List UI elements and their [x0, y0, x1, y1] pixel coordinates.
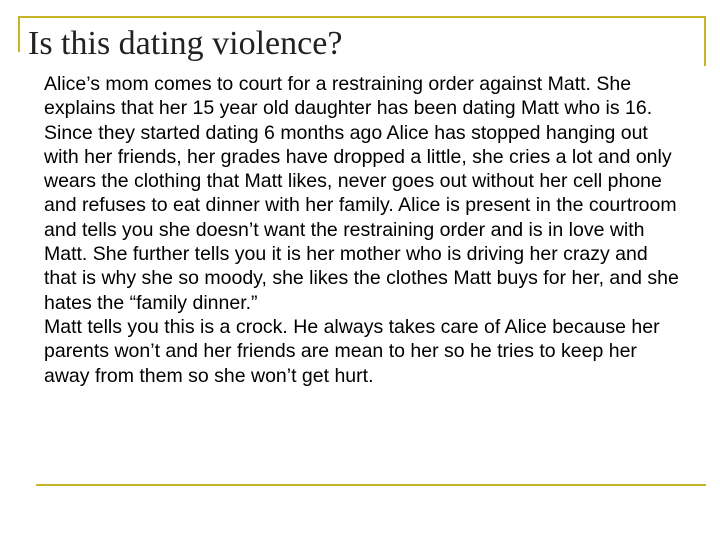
top-rule	[18, 16, 706, 18]
body-paragraph: Matt tells you this is a crock. He always takes care of Alice because her parents won’t and her friends are mean to her so he tries to keep her away from them so she won’t get hurt.	[44, 315, 660, 387]
right-rule	[704, 16, 706, 66]
slide-body	[44, 72, 684, 388]
left-rule	[18, 16, 20, 52]
slide-title: Is this dating violence?	[28, 25, 343, 62]
body-paragraph: Alice’s mom comes to court for a restraining order against Matt. She explains that her 15 year old daughter has been dating Matt who is 16. Since they started dating 6 months ago Alice has stopped hanging out with her friends, her grades have dropped a little, she cries a lot and only wears the clothing that Matt likes, never goes out without her cell phone and refuses to eat dinner with her family. Alice is present in the courtroom and tells you she doesn’t want the restraining order and is in love with Matt. She further tells you it is her mother who is driving her crazy and that is why she so moody, she likes the clothes Matt buys for her, and she hates the “family dinner.”	[44, 73, 679, 314]
bottom-rule	[36, 484, 706, 486]
